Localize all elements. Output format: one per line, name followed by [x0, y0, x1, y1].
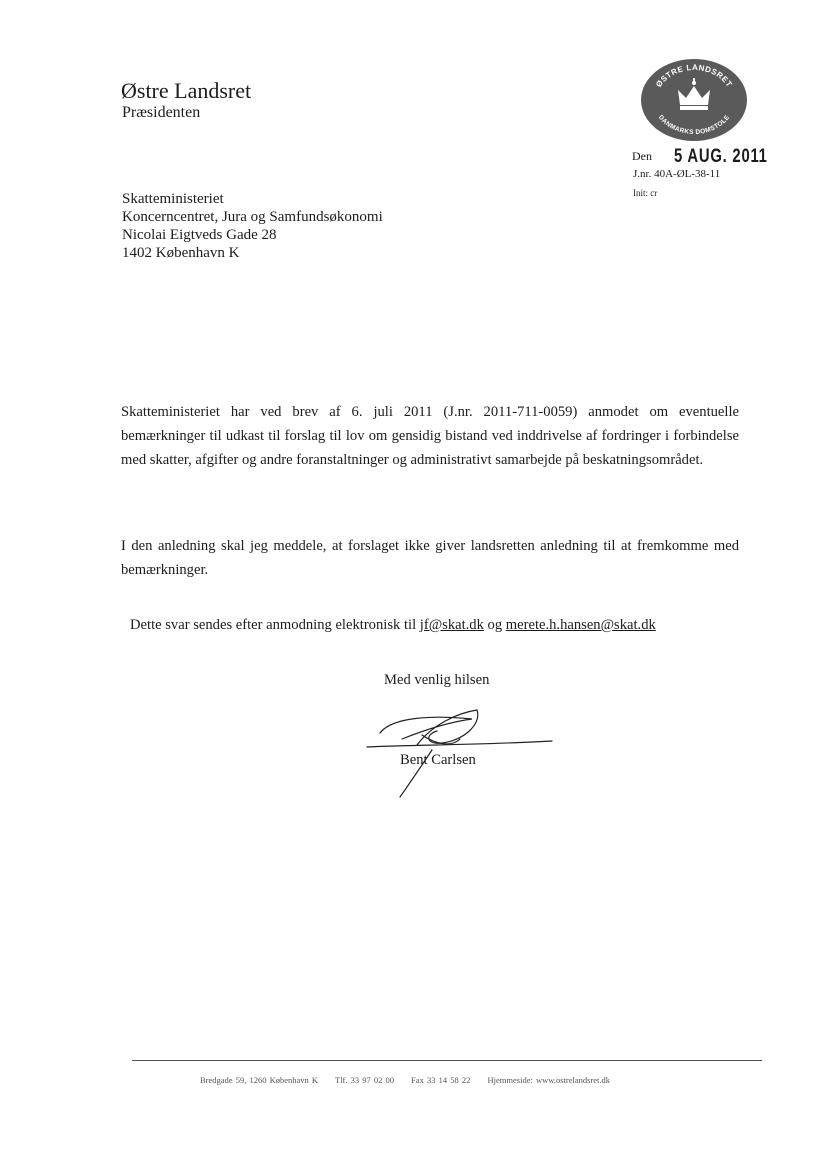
footer-address: Bredgade 59, 1260 København K — [200, 1075, 319, 1085]
address-line: Skatteministeriet — [122, 191, 224, 207]
department-name: Præsidenten — [122, 104, 201, 121]
seal-text-top: ØSTRE LANDSRET — [654, 62, 734, 90]
email-link-merete[interactable]: merete.h.hansen@skat.dk — [505, 617, 656, 633]
body-paragraph-2: I den anledning skal jeg meddele, at forslaget ikke giver landsretten anledning til at fremkomme med bemærkninger. — [121, 538, 739, 578]
footer-website[interactable]: Hjemmeside: www.ostrelandsret.dk — [487, 1075, 611, 1085]
initials: Init: cr — [633, 188, 658, 198]
date-label: Den — [632, 149, 652, 163]
signer-name: Bent Carlsen — [400, 752, 476, 768]
footer-fax: Fax 33 14 58 22 — [411, 1075, 471, 1085]
email-link-jf[interactable]: jf@skat.dk — [419, 617, 484, 633]
footer-phone: Tlf. 33 97 02 00 — [335, 1075, 395, 1085]
paragraph-3-middle: og — [483, 617, 506, 633]
court-seal — [640, 58, 748, 142]
address-line: Nicolai Eigtveds Gade 28 — [122, 227, 277, 243]
date-stamp: 5 AUG. 2011 — [674, 146, 768, 167]
closing-greeting: Med venlig hilsen — [384, 672, 490, 688]
seal-text-bottom: DANMARKS DOMSTOLE — [656, 113, 732, 137]
journal-number: J.nr. 40A-ØL-38-11 — [633, 168, 721, 180]
recipient-address — [122, 190, 383, 262]
body-paragraph-3 — [130, 617, 656, 634]
footer — [200, 1075, 624, 1085]
body-paragraph-1: Skatteministeriet har ved brev af 6. juli 2011 (J.nr. 2011-711-0059) anmodet om eventuelle bemærkninger til udkast til forslag til lov om gensidig bistand ved inddrivelse af fordringer i forbindelse med skatter, afgifter og andre foranstaltninger og administrativt samarbejde på beskatningsområdet. — [121, 404, 739, 468]
address-line: 1402 København K — [122, 245, 240, 261]
organization-name: Østre Landsret — [121, 78, 252, 103]
paragraph-3-prefix: Dette svar sendes efter anmodning elektronisk til — [130, 617, 420, 633]
address-line: Koncerncentret, Jura og Samfundsøkonomi — [122, 209, 383, 225]
date-row — [632, 146, 794, 168]
footer-divider — [132, 1060, 762, 1061]
